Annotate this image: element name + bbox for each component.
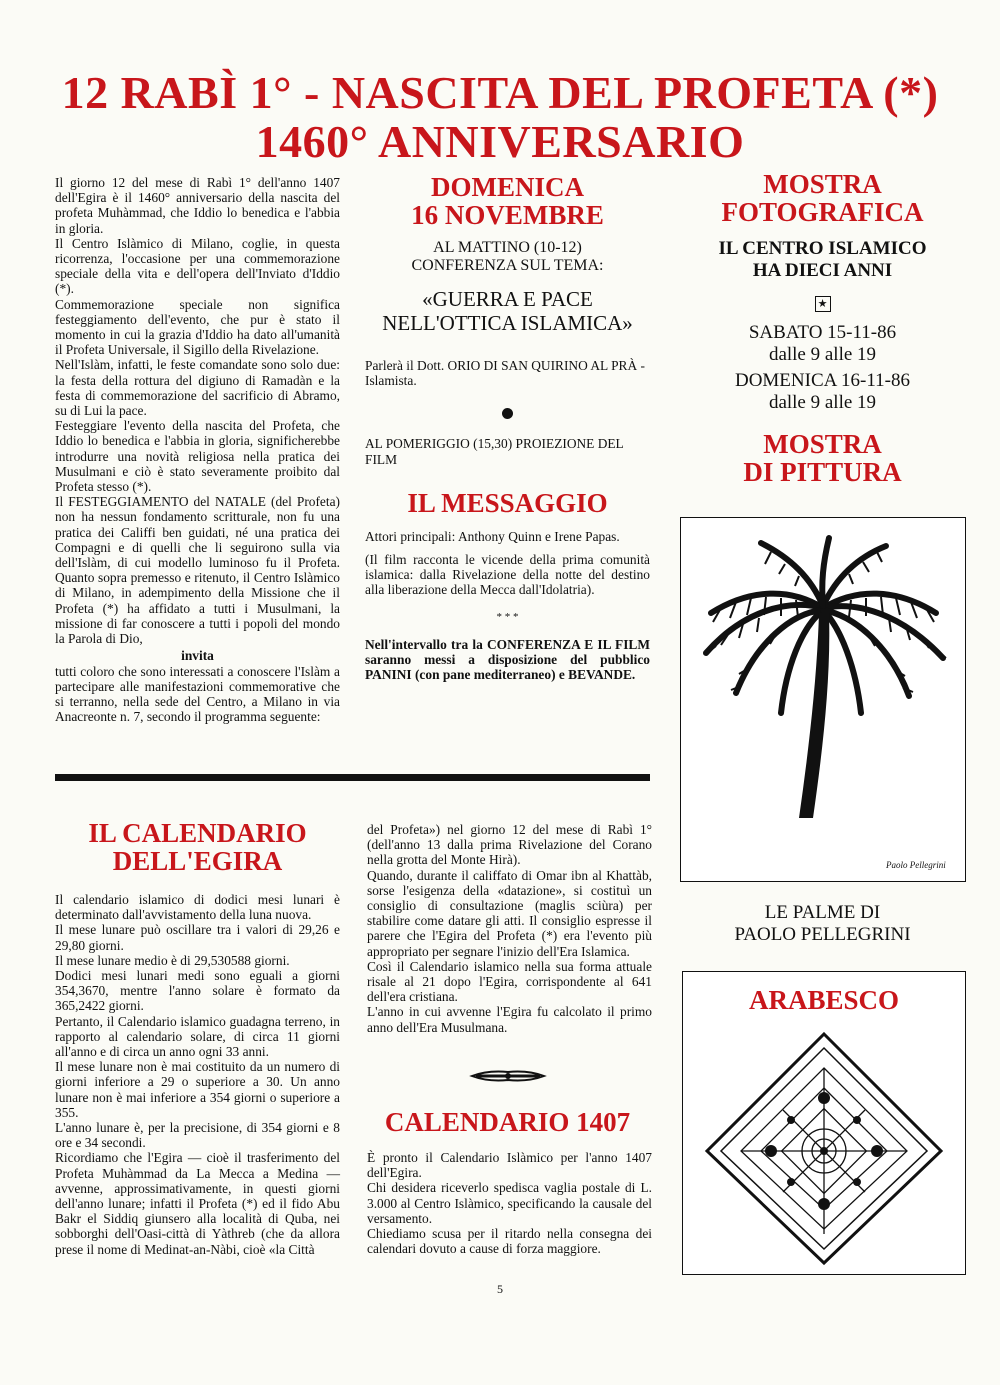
morning-time: AL MATTINO (10-12) <box>433 239 582 256</box>
intro-text: Il giorno 12 del mese di Rabì 1° dell'anno 1407 dell'Egira è il 1460° anniversario della nascita del profeta Muhàmmad, che Iddio lo benedica e l'abbia in gloria. Il Centro Islàmico di Milano, coglie, in questa ricorrenza, l'occasione per una commemorazione speciale della vita e dell'opera dell'Inviato d'Iddio (*). Commemorazione speciale non significa festeggiamento dell'evento, che pur è stato il momento in cui la grazia d'Iddio ha dato all'umanità il Profeta Universale, il Sigillo della Rivelazione. Nell'Islàm, infatti, le feste comandate sono solo due: la festa della rottura del digiuno di Ramadàn e la festa di commemorazione del sacrificio di Abramo, su di Lui la pace. Festeggiare l'evento della nascita del Profeta, che Iddio lo benedica e l'abbia in gloria, significherebbe introdurre una novità religiosa nella pratica dei Musulmani e ciò è stato severamente proibito dal Profeta stesso (*). Il FESTEGGIAMENTO del NATALE (del Profeta) non ha nessun fondamento scritturale, non fu una pratica dei Califfi ben guidati, né una pratica dei Compagni e di quelli che li seguirono sulla via dell'Islàm, di cui modello luminoso fu il Profeta. Quanto sopra premesso e ritenuto, il Centro Islàmico di Milano, in adempimento della Missione che il Profeta (*) ha affidato a tutti i Musulmani, la missione di far conoscere a tutti i popoli del mondo la Parola di Dio, <box>55 175 340 647</box>
conference-label: CONFERENZA SUL TEMA: <box>411 257 604 274</box>
film-title: IL MESSAGGIO <box>407 487 608 518</box>
date-line-1: DOMENICA <box>431 172 584 202</box>
hours-2: dalle 9 alle 19 <box>768 392 877 413</box>
star-box-icon: ★ <box>680 294 965 312</box>
section-divider <box>55 774 650 781</box>
palm-tree-icon <box>681 518 965 881</box>
morning-block <box>365 239 650 275</box>
calendar-title <box>55 819 340 875</box>
paint-title-line-1: MOSTRA <box>763 429 882 459</box>
arabesque-pattern-icon <box>683 1028 965 1268</box>
painting-exhibition-title <box>680 430 965 486</box>
paint-title-line-2: DI PITTURA <box>743 457 902 487</box>
exhibition-subtitle <box>680 238 965 282</box>
date-line-2: 16 NOVEMBRE <box>411 200 604 230</box>
painter-signature: Paolo Pellegrini <box>886 860 946 870</box>
palm-caption <box>680 902 965 946</box>
photo-exhibition-title <box>680 170 965 226</box>
calendar-1407-apology: Chiediamo scusa per il ritardo nella consegna dei calendari dovuto a cause di forza maggiore. <box>367 1226 652 1257</box>
programme-column <box>365 173 650 682</box>
calendar-text-right <box>367 822 652 1035</box>
subtitle-line-2: HA DIECI ANNI <box>752 260 893 281</box>
page-number: 5 <box>497 1282 503 1296</box>
theme-line-1: «GUERRA E PACE <box>422 287 593 311</box>
bullet-icon <box>365 406 650 424</box>
caption-line-1: LE PALME DI <box>764 902 881 923</box>
photo-title-line-1: MOSTRA <box>763 169 882 199</box>
exhibition-column <box>680 170 965 486</box>
calendar-text-part-2: del Profeta») nel giorno 12 del mese di Rabì 1° (dell'anno 13 dalla prima Rivelazione del Corano nella grotta del Monte Hirà). Quando, durante il califfato di Omar ibn al Khattàb, sorse l'esigenza della «datazione», si costituì un consiglio di consultazione (maglis sciùra) per stabilire come datare gli atti. Il consiglio espresse il parere che l'Egira del Profeta (*) era l'evento più appropriato per segnare l'inizio dell'Era Islamica. Così il Calendario islamico nella sua forma attuale risale al 21 dopo l'Egira, corrispondente al 641 dell'era cristiana. L'anno in cui avvenne l'Egira fu calcolato il primo anno dell'Era Musulmana. <box>367 822 652 1035</box>
afternoon-text: AL POMERIGGIO (15,30) PROIEZIONE DEL FILM <box>365 436 624 467</box>
arabesque-title: ARABESCO <box>748 985 900 1015</box>
invita-label: invita <box>181 648 214 664</box>
actors-text: Attori principali: Anthony Quinn e Irene Papas. <box>365 528 620 544</box>
calendar-1407-title: CALENDARIO 1407 <box>384 1107 631 1137</box>
day-1: SABATO 15-11-86 <box>748 322 897 343</box>
calendar-text-left <box>55 892 340 1257</box>
caption-line-2: PAOLO PELLEGRINI <box>734 924 911 945</box>
subtitle-line-1: IL CENTRO ISLAMICO <box>718 238 927 259</box>
conference-theme <box>365 287 650 335</box>
day-2: DOMENICA 16-11-86 <box>734 370 911 391</box>
speaker-text: Parlerà il Dott. ORIO DI SAN QUIRINO AL PRÀ - Islamista. <box>365 358 645 389</box>
programme-date <box>365 173 650 229</box>
exhibition-dates <box>680 322 965 414</box>
intro-text-continued: tutti coloro che sono interessati a conoscere l'Islàm a partecipare alle manifestazioni commemorative che si terranno, nella sede del Centro, a Milano in via Anacreonte n. 7, secondo il programma seguente: <box>55 663 340 725</box>
calendar-title-line-2: DELL'EGIRA <box>112 846 283 876</box>
calendar-text-part-1: Il calendario islamico di dodici mesi lunari è determinato dall'avvistamento della luna nuova. Il mese lunare può oscillare tra i valori di 29,26 e 29,80 giorni. Il mese lunare medio è di 29,530588 giorni. Dodici mesi lunari medi sono eguali a giorni 354,3670, mentre l'anno solare è formato da 365,2422 giorni. Pertanto, il Calendario islamico guadagna terreno, in rapporto al calendario solare, di circa 11 giorni all'anno e di circa un anno ogni 33 anni. Il mese lunare non è mai costituito da un numero di giorni inferiore a 29 o superiore a 30. Un anno lunare non è mai inferiore a 354 giorni o superiore a 355. L'anno lunare è, per la precisione, di 354 giorni e 8 ore e 34 secondi. Ricordiamo che l'Egira — cioè il trasferimento del Profeta Muhàmmad da La Mecca a Medina — avvenne, approssimativamente, in questi giorni dell'anno lunare; infatti il Profeta (*) ed il fido Abu Bakr el Siddiq giunsero alla località di Quba, nei sobborghi dell'Oasi-città di Yàthreb (che da allora prese il nome di Medinat-an-Nàbi, cioè «la Città <box>55 892 340 1257</box>
ornament-icon <box>468 1068 548 1089</box>
photo-title-line-2: FOTOGRAFICA <box>721 197 924 227</box>
hours-1: dalle 9 alle 19 <box>768 344 877 365</box>
calendar-1407-text: È pronto il Calendario Islàmico per l'anno 1407 dell'Egira. Chi desidera riceverlo spedisca vaglia postale di L. 3.000 al Centro Islàmico, specificando la causale del versamento. <box>367 1150 652 1226</box>
intro-column <box>55 175 340 724</box>
calendar-title-line-1: IL CALENDARIO <box>88 818 307 848</box>
stars-separator: * * * <box>496 610 519 623</box>
arabesque-panel <box>682 971 966 1275</box>
title-line-2: 1460° ANNIVERSARIO <box>255 116 745 167</box>
page-title <box>0 67 1000 167</box>
theme-line-2: NELL'OTTICA ISLAMICA» <box>382 311 633 335</box>
title-line-1: 12 RABÌ 1° - NASCITA DEL PROFETA (*) <box>61 67 939 118</box>
synopsis-text: (Il film racconta le vicende della prima comunità islamica: dalla Rivelazione della notte del destino alla liberazione della Mecca dall'Idolatria). <box>365 552 650 598</box>
palm-drawing <box>680 517 966 882</box>
intermission-text: Nell'intervallo tra la CONFERENZA E IL FILM saranno messi a disposizione del pubblico PANINI (con pane mediterraneo) e BEVANDE. <box>365 636 650 683</box>
